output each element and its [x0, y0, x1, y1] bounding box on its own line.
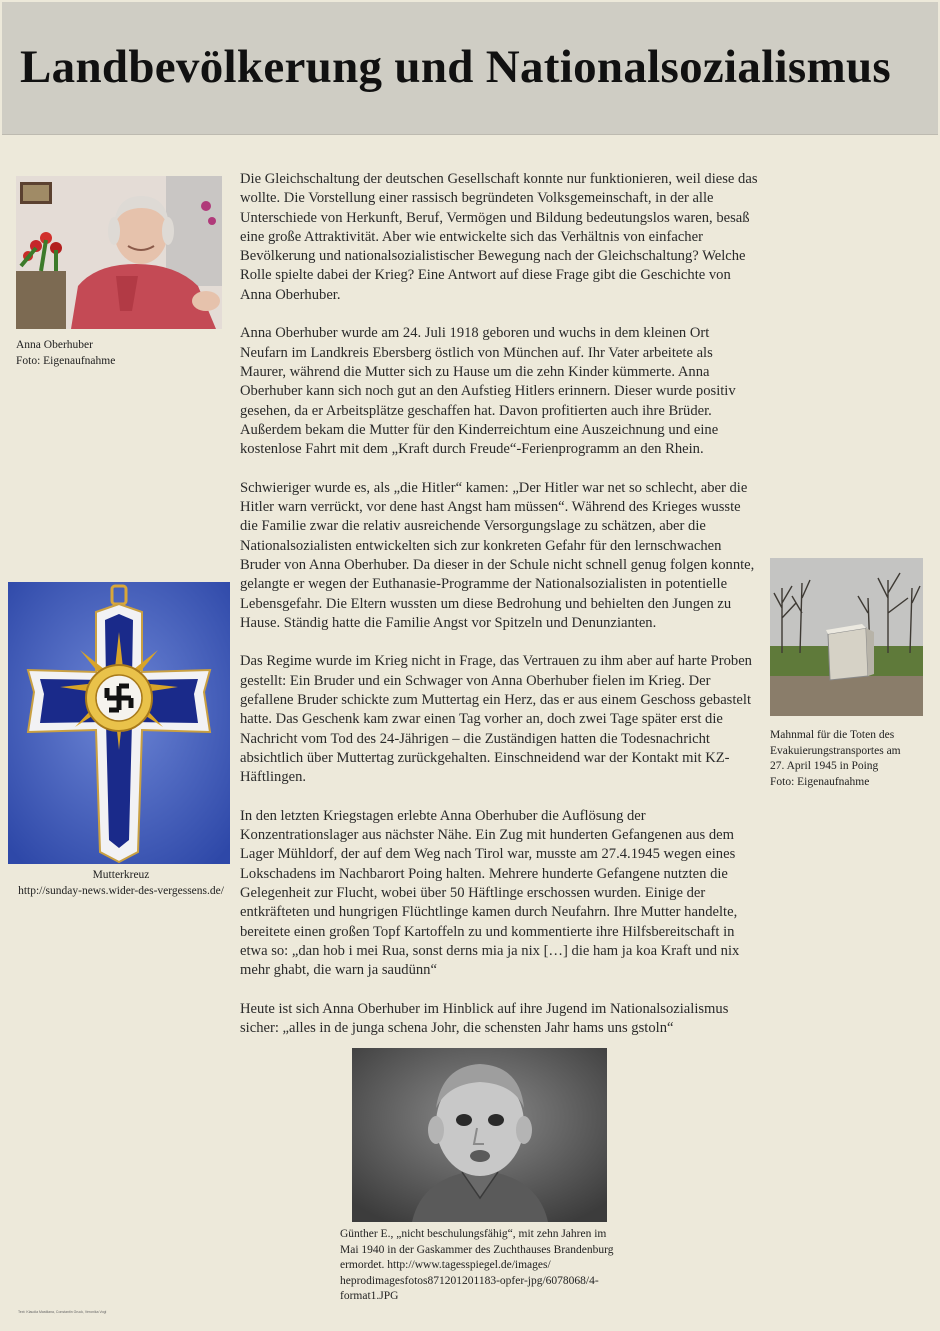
author-credit: Text: Klaudia Mastliana, Constantin Gruck, Veronika Vogl: [18, 1310, 107, 1314]
memorial-caption-credit: Foto: Eigenaufnahme: [770, 775, 870, 788]
mutterkreuz-caption-credit: http://sunday-news.wider-des-vergessens.de/: [18, 884, 224, 897]
mutterkreuz-caption: [8, 868, 234, 899]
anna-caption-name: Anna Oberhuber: [16, 339, 93, 351]
guenther-caption: [340, 1227, 640, 1305]
article-body: [240, 170, 760, 1058]
guenther-photo: [352, 1048, 607, 1222]
paragraph-today: Heute ist sich Anna Oberhuber im Hinblick auf ihre Jugend im Nationalsozialismus sicher: „alles in de junga schena Johr, die schensten Jahr hams uns gstoln“: [240, 1000, 729, 1037]
page-title: Landbevölkerung und Nationalsozialismus: [20, 41, 891, 93]
memorial-photo: [770, 558, 923, 716]
memorial-caption: [770, 728, 901, 790]
mutterkreuz-photo: [8, 582, 230, 864]
guenther-caption-line-2: Mai 1940 in der Gaskammer des Zuchthauses Brandenburg: [340, 1243, 614, 1256]
paragraph-danger: Schwieriger wurde es, als „die Hitler“ kamen: „Der Hitler war net so schlecht, aber die Hitler warn verrückt, vor dene hast Angst ham müssen“. Während des Krieges wusste die Familie zwar die relativ ausreichende Versorgungslage zu schätzen, aber die Nationalsozialisten entwickelten sich zur konkreten Gefahr für den lernschwachen Bruder von Anna Oberhuber. Da dieser in der Schule nicht schnell genug folgen konnte, gelangte er wegen der Euthanasie-Programme der Nationalsozialisten in potentielle Lebensgefahr. Die Eltern wussten um diese Bedrohung und behielten den Jungen zu Hause. Ständig hatte die Familie Angst vor Spitzeln und Denunzianten.: [240, 479, 755, 631]
memorial-caption-line-3: 27. April 1945 in Poing: [770, 760, 879, 773]
paragraph-biography: Anna Oberhuber wurde am 24. Juli 1918 geboren und wuchs in dem kleinen Ort Neufarn im Landkreis Ebersberg östlich von München auf. Ihr Vater arbeitete als Maurer, während die Mutter sich zu Hause um die zehn Kinder kümmerte. Anna Oberhuber kann sich noch gut an den Aufstieg Hitlers erinnern. Dieser wurde positiv gesehen, da er Arbeitsplätze geschaffen hat. Davon profitierten auch ihre Brüder. Außerdem bekam die Mutter für den Kinderreichtum eine Auszeichnung und eine kostenlose Fahrt mit dem „Kraft durch Freude“-Ferienprogramm an den Rhein.: [240, 325, 736, 458]
mutterkreuz-caption-name: Mutterkreuz: [92, 869, 150, 881]
paragraph-war: Das Regime wurde im Krieg nicht in Frage, das Vertrauen zu ihm aber auf harte Proben gestellt: Ein Bruder und ein Schwager von Anna Oberhuber fielen im Krieg. Der gefallene Bruder schickte zum Muttertag ein Herz, das er aus einem Geschoss gebastelt hatte. Das Geschenk kam zwar einen Tag vorher an, doch zwei Tage später erst die Nachricht vom Tod des 24-Jährigen – die Zuständigen hatten die Todesnachricht absichtlich über Muttertag zurückgehalten. Einschneidend war der Kontakt mit KZ-Häftlingen.: [240, 653, 752, 786]
anna-photo-caption: [16, 338, 115, 369]
guenther-caption-line-1: Günther E., „nicht beschulungsfähig“, mit zehn Jahren im: [340, 1228, 607, 1240]
paragraph-camps: In den letzten Kriegstagen erlebte Anna Oberhuber die Auflösung der Konzentrationslager aus nächster Nähe. Ein Zug mit hunderten Gefangenen aus dem Lager Mühldorf, der auf dem Weg nach Tirol war, musste am 27.4.1945 wegen eines Lokschadens im Nachbarort Poing halten. Mehrere hunderte Gefangene nutzten die Gelegenheit zur Flucht, wobei über 50 Häftlinge erschossen wurden. Einige der entkräfteten und hungrigen Flüchtlinge kamen durch Neufahrn. Ihre Mutter handelte, bereitete einen großen Topf Kartoffeln zu und kommentierte ihre Hilfsbereitschaft in etwa so: „dan hob i mei Rua, sonst derns mia ja nix […] die ham ja koa Kraft und nix mehr ghabt, die warn ja saudünn“: [240, 807, 740, 979]
anna-oberhuber-photo: [16, 176, 222, 329]
memorial-caption-line-1: Mahnmal für die Toten des: [770, 729, 895, 741]
paragraph-intro: Die Gleichschaltung der deutschen Gesellschaft konnte nur funktionieren, weil diese das wollte. Die Vorstellung einer rassisch begründeten Volksgemeinschaft, in der alle Unterschiede von Herkunft, Beruf, Vermögen und Bildung bedeutungslos waren, besaß eine große Attraktivität. Aber wie entwickelte sich das Verhältnis von einfacher Bevölkerung und nationalsozialistischer Bewegung nach der Gleichschaltung? Welche Rolle spielte dabei der Krieg? Eine Antwort auf diese Frage gibt die Geschichte von Anna Oberhuber.: [240, 171, 758, 303]
memorial-caption-line-2: Evakuierungstransportes am: [770, 744, 901, 757]
title-banner: [2, 2, 938, 135]
guenther-caption-line-5: format1.JPG: [340, 1290, 399, 1303]
guenther-caption-line-3: ermordet. http://www.tagesspiegel.de/images/: [340, 1259, 551, 1272]
guenther-caption-line-4: heprodimagesfotos871201201183-opfer-jpg/6078068/4-: [340, 1274, 599, 1287]
anna-caption-credit: Foto: Eigenaufnahme: [16, 354, 116, 367]
